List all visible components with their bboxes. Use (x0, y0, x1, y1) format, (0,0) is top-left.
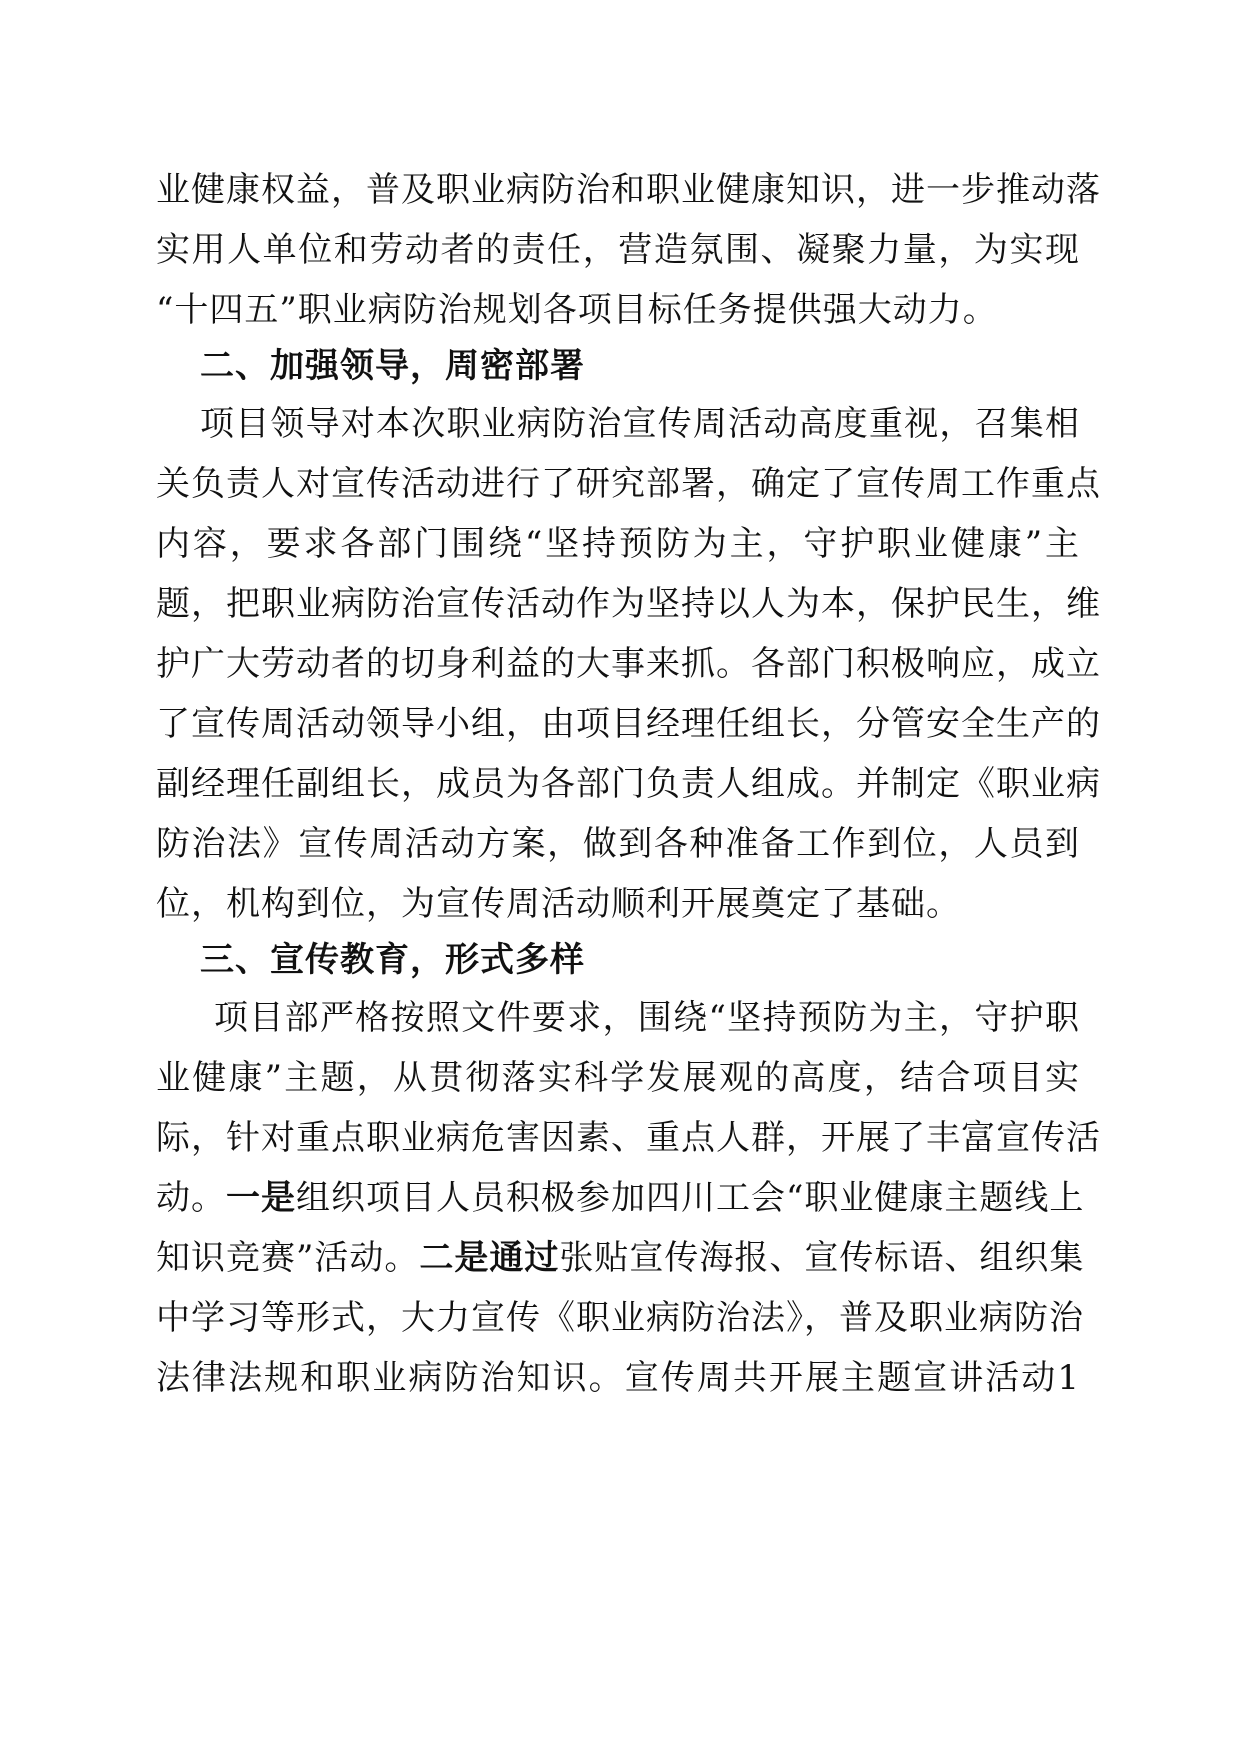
paragraph-line: 内容，要求各部门围绕“坚持预防为主，守护职业健康”主 (156, 524, 1080, 564)
paragraph-line: 实用人单位和劳动者的责任，营造氛围、凝聚力量，为实现 (156, 230, 1080, 270)
paragraph-line: 际，针对重点职业病危害因素、重点人群，开展了丰富宣传活 (156, 1118, 1101, 1158)
paragraph-line: 业健康”主题，从贯彻落实科学发展观的高度，结合项目实 (156, 1058, 1080, 1098)
text-run: 知识竞赛”活动。 (156, 1238, 420, 1278)
paragraph-line: 副经理任副组长，成员为各部门负责人组成。并制定《职业病 (156, 764, 1101, 804)
paragraph-line: 关负责人对宣传活动进行了研究部署，确定了宣传周工作重点 (156, 464, 1101, 504)
paragraph-line: 护广大劳动者的切身利益的大事来抓。各部门积极响应，成立 (156, 644, 1101, 684)
paragraph-line (156, 1228, 1085, 1288)
paragraph-line: 项目部严格按照文件要求，围绕“坚持预防为主，守护职 (214, 998, 1080, 1038)
text-run: 张贴宣传海报、宣传标语、组织集 (559, 1238, 1085, 1278)
paragraph-line: 项目领导对本次职业病防治宣传周活动高度重视，召集相 (200, 404, 1080, 444)
paragraph-line: 法律法规和职业病防治知识。宣传周共开展主题宣讲活动1 (156, 1358, 1080, 1398)
paragraph-line: 中学习等形式，大力宣传《职业病防治法》，普及职业病防治 (156, 1298, 1084, 1338)
text-run: 组织项目人员积极参加四川工会“职业健康主题线上 (296, 1178, 1085, 1218)
paragraph-line (156, 1168, 1085, 1228)
paragraph-line: 位，机构到位，为宣传周活动顺利开展奠定了基础。 (156, 884, 961, 924)
paragraph-line: 业健康权益，普及职业病防治和职业健康知识，进一步推动落 (156, 170, 1101, 210)
emphasis-text: 二是通过 (419, 1238, 560, 1278)
section-heading: 二、加强领导，周密部署 (200, 346, 585, 386)
section-heading: 三、宣传教育，形式多样 (200, 940, 585, 980)
paragraph-line: “十四五”职业病防治规划各项目标任务提供强大动力。 (156, 290, 998, 330)
text-run: 动。 (156, 1178, 226, 1218)
paragraph-line: 了宣传周活动领导小组，由项目经理任组长，分管安全生产的 (156, 704, 1101, 744)
paragraph-line: 防治法》宣传周活动方案，做到各种准备工作到位，人员到 (156, 824, 1080, 864)
emphasis-text: 一是 (226, 1178, 296, 1218)
paragraph-line: 题，把职业病防治宣传活动作为坚持以人为本，保护民生，维 (156, 584, 1101, 624)
